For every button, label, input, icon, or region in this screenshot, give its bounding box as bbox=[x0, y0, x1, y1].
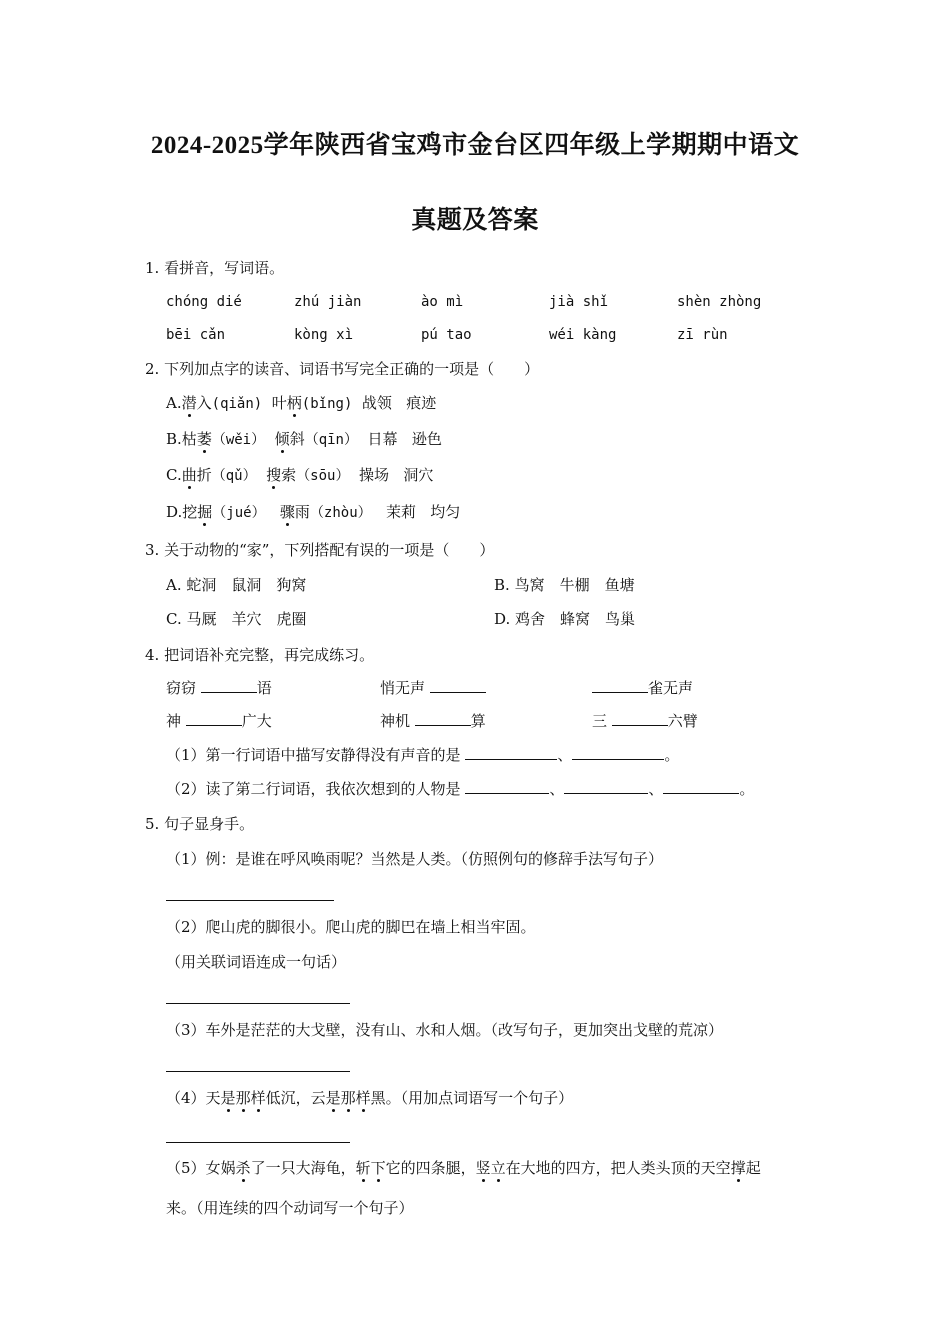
sentence-part: （4）天 bbox=[166, 1089, 221, 1107]
q5-sub-1: （1）例：是谁在呼风唤雨呢？当然是人类。（仿照例句的修辞手法写句子） bbox=[166, 850, 664, 868]
pinyin: （zhòu） bbox=[309, 505, 372, 521]
option-label: D. bbox=[494, 610, 511, 628]
option-text: 蛇洞 鼠洞 狗窝 bbox=[186, 576, 307, 594]
sentence-part: 低沉，云 bbox=[265, 1089, 326, 1107]
option-text: 马厩 羊穴 虎圈 bbox=[186, 610, 307, 628]
idiom-part: 语 bbox=[256, 679, 272, 697]
sub-question-text: （2）读了第二行词语，我依次想到的人物是 bbox=[166, 780, 461, 798]
document-subtitle: 真题及答案 bbox=[411, 207, 539, 234]
fill-blank[interactable] bbox=[201, 678, 257, 693]
q4-idiom-5 bbox=[380, 711, 486, 731]
answer-line-2[interactable] bbox=[166, 1003, 350, 1004]
dotted-char: 是 bbox=[325, 1089, 341, 1107]
document-title: 2024-2025学年陕西省宝鸡市金台区四年级上学期期中语文 bbox=[150, 132, 800, 159]
q4-sub-2 bbox=[166, 779, 754, 799]
fill-blank[interactable] bbox=[592, 678, 648, 693]
q1-pinyin-9: wéi kàng bbox=[549, 327, 617, 343]
q5-sub-2: （2）爬山虎的脚很小。爬山虎的脚巴在墙上相当牢固。 bbox=[166, 918, 536, 936]
q3-stem: 3. 关于动物的“家”，下列搭配有误的一项是（ ） bbox=[145, 541, 495, 559]
q5-stem: 5. 句子显身手。 bbox=[145, 815, 255, 833]
idiom-part: 广大 bbox=[241, 712, 272, 730]
option-label: D. bbox=[166, 503, 183, 521]
dotted-char: 那 bbox=[340, 1089, 356, 1107]
option-text: 鸡舍 蜂窝 鸟巢 bbox=[515, 610, 636, 628]
word-char: 叶 bbox=[271, 394, 287, 412]
fill-blank[interactable] bbox=[612, 711, 668, 726]
word-char: 折 bbox=[196, 466, 212, 484]
separator: 、 bbox=[549, 780, 565, 798]
dotted-char: 那 bbox=[235, 1089, 251, 1107]
q1-pinyin-6: bēi cǎn bbox=[166, 327, 226, 343]
q5-sub-2-hint: （用关联词语连成一句话） bbox=[166, 953, 347, 971]
answer-line-4[interactable] bbox=[166, 1142, 350, 1143]
word: 洞穴 bbox=[403, 466, 434, 484]
idiom-part: 窃窃 bbox=[166, 679, 201, 697]
word: 日幕 bbox=[367, 430, 398, 448]
pinyin: （sōu） bbox=[296, 468, 350, 484]
option-label: B. bbox=[494, 576, 510, 594]
q4-stem: 4. 把词语补充完整，再完成练习。 bbox=[145, 646, 375, 664]
q3-option-d[interactable] bbox=[494, 609, 635, 629]
q3-option-b[interactable] bbox=[494, 575, 635, 595]
q4-idiom-4 bbox=[166, 711, 272, 731]
sentence-part: 起 bbox=[745, 1159, 761, 1177]
word: 茉莉 bbox=[385, 503, 416, 521]
option-label: A. bbox=[166, 576, 182, 594]
q1-pinyin-7: kòng xì bbox=[294, 327, 354, 343]
q2-stem: 2. 下列加点字的读音、词语书写完全正确的一项是（ ） bbox=[145, 360, 540, 378]
sub-question-text: （1）第一行词语中描写安静得没有声音的是 bbox=[166, 746, 461, 764]
word-char: 索 bbox=[281, 466, 297, 484]
q1-pinyin-4: jià shǐ bbox=[549, 294, 609, 310]
word: 均匀 bbox=[430, 503, 461, 521]
word: 逊色 bbox=[411, 430, 442, 448]
word-char: 挖 bbox=[182, 503, 198, 521]
sentence-part: 了一只大海龟， bbox=[250, 1159, 356, 1177]
dotted-char: 杀 bbox=[235, 1159, 251, 1177]
sentence-part: （5）女娲 bbox=[166, 1159, 236, 1177]
dotted-char: 斩 bbox=[355, 1159, 371, 1177]
q1-pinyin-3: ào mì bbox=[421, 294, 464, 310]
q4-idiom-1 bbox=[166, 678, 272, 698]
q4-idiom-2 bbox=[380, 678, 486, 698]
dotted-char: 掘 bbox=[197, 503, 213, 521]
answer-blank[interactable] bbox=[663, 779, 739, 794]
option-label: B. bbox=[166, 430, 182, 448]
q1-pinyin-1: chóng dié bbox=[166, 294, 242, 310]
answer-blank[interactable] bbox=[564, 779, 648, 794]
sentence-part: 在大地的四方，把人类头顶的天空 bbox=[505, 1159, 731, 1177]
q4-sub-1 bbox=[166, 745, 679, 765]
answer-blank[interactable] bbox=[572, 745, 664, 760]
sentence-part: 它的四条腿， bbox=[385, 1159, 476, 1177]
q1-pinyin-8: pú tao bbox=[421, 327, 472, 343]
answer-line-1[interactable] bbox=[166, 900, 334, 901]
word: 战领 bbox=[361, 394, 392, 412]
word: 操场 bbox=[359, 466, 390, 484]
idiom-part: 神 bbox=[166, 712, 186, 730]
q3-option-a[interactable] bbox=[166, 575, 306, 595]
pinyin: (qiǎn) bbox=[211, 396, 263, 412]
q1-pinyin-2: zhú jiàn bbox=[294, 294, 362, 310]
q5-sub-5-line2: 来。（用连续的四个动词写一个句子） bbox=[166, 1199, 414, 1217]
dotted-char: 骤 bbox=[279, 503, 295, 521]
answer-blank[interactable] bbox=[465, 745, 557, 760]
separator: 、 bbox=[557, 746, 573, 764]
word-char: 斜 bbox=[289, 430, 305, 448]
q2-option-c[interactable] bbox=[166, 465, 433, 486]
dotted-char: 立 bbox=[490, 1159, 506, 1177]
q2-option-d[interactable] bbox=[166, 502, 460, 523]
pinyin: （wěi） bbox=[211, 432, 266, 448]
idiom-part: 三 bbox=[592, 712, 612, 730]
q5-sub-3: （3）车外是茫茫的大戈壁，没有山、水和人烟。（改写句子，更加突出戈壁的荒凉） bbox=[166, 1021, 724, 1039]
dotted-char: 撑 bbox=[730, 1159, 746, 1177]
idiom-part: 悄无声 bbox=[380, 679, 430, 697]
sentence-part: 黑。（用加点词语写一个句子） bbox=[370, 1089, 574, 1107]
pinyin: (bǐng) bbox=[301, 396, 353, 412]
dotted-char: 潜 bbox=[181, 394, 197, 412]
option-label: A. bbox=[166, 394, 182, 412]
q1-stem: 1. 看拼音，写词语。 bbox=[145, 259, 285, 277]
dotted-char: 倾 bbox=[274, 430, 290, 448]
fill-blank[interactable] bbox=[415, 711, 471, 726]
dotted-char: 是 bbox=[220, 1089, 236, 1107]
q4-idiom-6 bbox=[592, 711, 698, 731]
dotted-char: 竖 bbox=[475, 1159, 491, 1177]
pinyin: （qǔ） bbox=[211, 468, 257, 484]
idiom-part: 算 bbox=[470, 712, 486, 730]
q4-idiom-3 bbox=[592, 678, 693, 698]
dotted-char: 搜 bbox=[266, 466, 282, 484]
q3-option-c[interactable] bbox=[166, 609, 307, 629]
separator: 、 bbox=[648, 780, 664, 798]
dotted-char: 样 bbox=[250, 1089, 266, 1107]
q1-pinyin-5: shèn zhòng bbox=[677, 294, 762, 310]
q1-pinyin-10: zī rùn bbox=[677, 327, 728, 343]
dotted-char: 下 bbox=[370, 1159, 386, 1177]
fill-blank[interactable] bbox=[186, 711, 242, 726]
q2-option-a[interactable] bbox=[166, 393, 436, 414]
word-char: 雨 bbox=[294, 503, 310, 521]
word-char: 枯 bbox=[181, 430, 197, 448]
idiom-part: 雀无声 bbox=[648, 679, 694, 697]
word: 痕迹 bbox=[406, 394, 437, 412]
dotted-char: 萎 bbox=[196, 430, 212, 448]
idiom-part: 神机 bbox=[380, 712, 415, 730]
dotted-char: 柄 bbox=[286, 394, 302, 412]
answer-blank[interactable] bbox=[465, 779, 549, 794]
pinyin: （qīn） bbox=[304, 432, 358, 448]
option-text: 鸟窝 牛棚 鱼塘 bbox=[514, 576, 635, 594]
dotted-char: 样 bbox=[355, 1089, 371, 1107]
fill-blank[interactable] bbox=[430, 678, 486, 693]
option-label: C. bbox=[166, 466, 182, 484]
pinyin: （jué） bbox=[212, 505, 266, 521]
q2-option-b[interactable] bbox=[166, 429, 442, 450]
word-char: 入 bbox=[196, 394, 212, 412]
q5-sub-4 bbox=[166, 1088, 573, 1108]
idiom-part: 六臂 bbox=[667, 712, 698, 730]
dotted-char: 曲 bbox=[181, 466, 197, 484]
answer-line-3[interactable] bbox=[166, 1071, 350, 1072]
period: 。 bbox=[664, 746, 680, 764]
option-label: C. bbox=[166, 610, 182, 628]
period: 。 bbox=[739, 780, 755, 798]
q5-sub-5 bbox=[166, 1158, 761, 1178]
